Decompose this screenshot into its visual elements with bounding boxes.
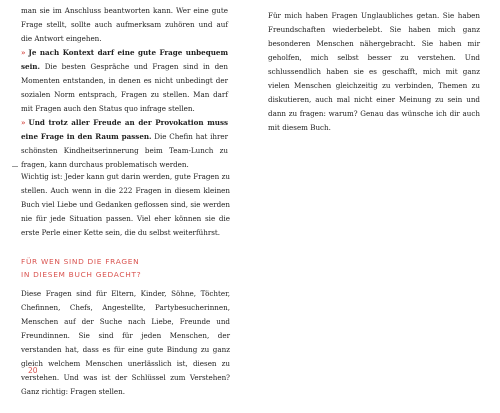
heading-line-2: IN DIESEM BUCH GEDACHT?	[21, 270, 142, 279]
bullet-1-text: Die besten Gespräche und Fragen sind in den Momenten entstanden, in denen es nicht unbedingt der sozialen Norm entsprach, Fragen zu stellen. Man darf mit Fragen auch den Status quo infrage stellen.	[21, 62, 228, 113]
paragraph-important-text: Wichtig ist: Jeder kann gut darin werden, gute Fragen zu stellen. Auch wenn in die 222 Fragen in diesem kleinen Buch viel Liebe und Gedanken geflossen sind, sie werden nie für jede Situation passen. Viel eher können sie die erste Perle einer Kette sein, die du selbst weiterführst.	[21, 172, 230, 237]
bullet-1-bold: Je nach Kontext darf eine gute Frage unbequem sein.	[21, 48, 228, 71]
right-page	[250, 0, 500, 413]
section-divider	[12, 166, 18, 167]
paragraph-audience-text: Diese Fragen sind für Eltern, Kinder, Söhne, Töchter, Chefinnen, Chefs, Angestellte, Partybesucherinnen, Menschen auf der Suche nach Liebe, Freunde und Freundinnen. Sie sind für jeden Menschen, der verstanden hat, dass es für eine gute Bindung zu ganz gleich welchem Menschen unerlässlich ist, diesen zu verstehen. Und was ist der Schlüssel zum Verstehen? Ganz richtig: Fragen stellen.	[21, 289, 230, 396]
bullet-2-text: Die Chefin hat ihrer schönsten Kindheitserinnerung beim Team-Lunch zu fragen, kann durchaus problematisch werden.	[21, 132, 229, 169]
page-number: 20	[28, 366, 38, 375]
bullet-arrow-icon: »	[21, 118, 26, 127]
bullet-section	[21, 4, 228, 172]
bullet-2-bold: Und trotz aller Freude an der Provokation muss eine Frage in den Raum passen.	[21, 118, 228, 141]
section-heading	[21, 255, 230, 281]
intro-continuation: man sie im Anschluss beantworten kann. Wer eine gute Frage stellt, sollte auch aufmerksam zuhören und auf die Antwort eingehen.	[21, 6, 228, 43]
paragraph-important	[21, 170, 230, 240]
paragraph-audience	[21, 287, 230, 399]
bullet-item-2	[21, 116, 228, 172]
paragraph-personal	[268, 9, 480, 135]
bullet-arrow-icon: »	[21, 48, 26, 57]
heading-line-1: FÜR WEN SIND DIE FRAGEN	[21, 257, 140, 266]
bullet-item-1	[21, 46, 228, 116]
paragraph-personal-text: Für mich haben Fragen Unglaubliches getan. Sie haben Freundschaften wiederbelebt. Sie haben mich ganz besonderen Menschen nähergebracht. Sie haben mir geholfen, mich selbst besser zu verstehen. Und schlussendlich haben sie es geschafft, mich mit ganz vielen Menschen gleichzeitig zu verbinden, Themen zu diskutieren, auch mal nicht einer Meinung zu sein und dann zu fragen: warum? Genau das wünsche ich dir auch mit diesem Buch.	[268, 11, 480, 132]
